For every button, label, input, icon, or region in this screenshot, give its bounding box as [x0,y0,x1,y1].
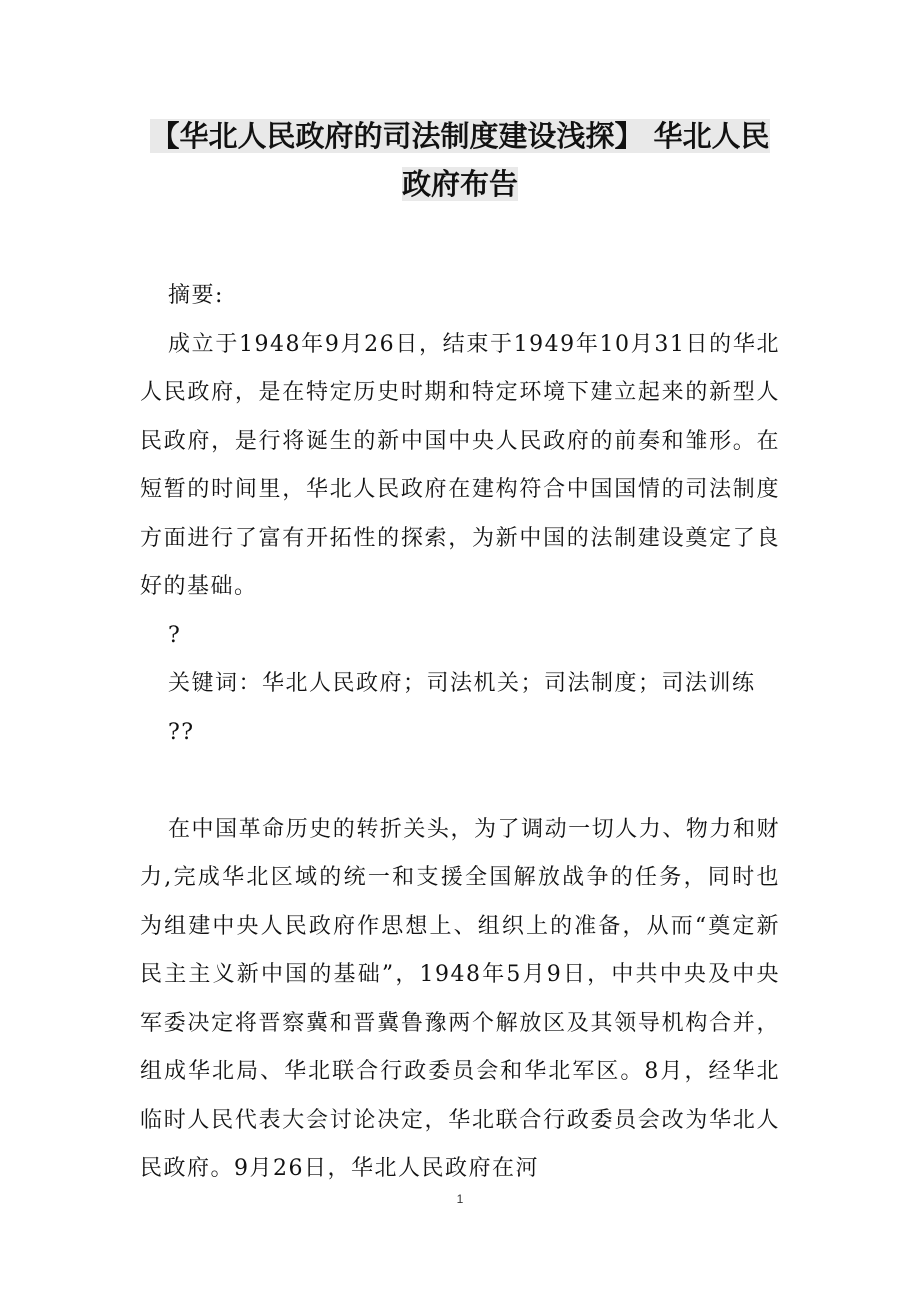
document-body [140,272,780,1194]
page-number: 1 [456,1192,464,1206]
body-paragraph: 在中国革命历史的转折关头，为了调动一切人力、物力和财力,完成华北区域的统一和支援全国解放战争的任务，同时也为组建中央人民政府作思想上、组织上的准备，从而“奠定新民主主义新中国的基础”，1948年5月9日，中共中央及中央军委决定将晋察冀和晋冀鲁豫两个解放区及其领导机构合并，组成华北局、华北联合行政委员会和华北军区。8月，经华北临时人民代表大会讨论决定，华北联合行政委员会改为华北人民政府。9月26日，华北人民政府在河 [140,816,780,1181]
paragraph-spacer [140,757,780,806]
placeholder-mark: ? [168,622,182,648]
abstract-label: 摘要: [168,283,224,308]
keywords-line: 关键词：华北人民政府；司法机关；司法制度；司法训练 [168,671,756,696]
title-text: 【华北人民政府的司法制度建设浅探】 华北人民政府布告 [150,119,770,201]
abstract-paragraph: 成立于1948年9月26日，结束于1949年10月31日的华北人民政府，是在特定历史时期和特定环境下建立起来的新型人民政府，是行将诞生的新中国中央人民政府的前奏和雏形。在短暂的时间里，华北人民政府在建构符合中国国情的司法制度方面进行了富有开拓性的探索，为新中国的法制建设奠定了良好的基础。 [140,331,780,599]
placeholder-mark-2: ?? [168,719,195,745]
document-title [140,112,780,208]
